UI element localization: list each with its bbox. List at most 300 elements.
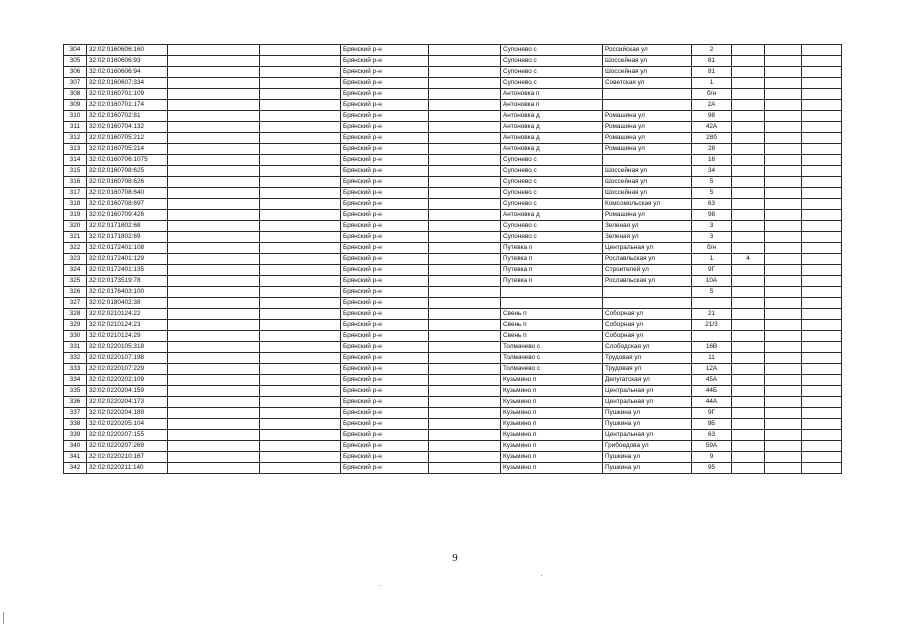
- cell-col-4: [260, 287, 341, 298]
- cell-col-4: [260, 45, 341, 56]
- cell-street: Шоссейная ул: [603, 188, 692, 199]
- cell-row-number: 328: [64, 309, 87, 320]
- cell-cadastral-number: 32:02:0180402:38: [87, 298, 168, 309]
- cell-col-10: [732, 243, 765, 254]
- cell-row-number: 315: [64, 166, 87, 177]
- cell-row-number: 305: [64, 56, 87, 67]
- table-row: [64, 430, 842, 441]
- cell-street: Шоссейная ул: [603, 166, 692, 177]
- cell-settlement: Супонево с: [501, 45, 603, 56]
- cell-col-11: [765, 166, 802, 177]
- cell-row-number: 320: [64, 221, 87, 232]
- cell-district: Брянский р-н: [341, 265, 429, 276]
- table-row: [64, 452, 842, 463]
- cell-settlement: Путевка п: [501, 276, 603, 287]
- cell-district: Брянский р-н: [341, 166, 429, 177]
- cell-col-10: [732, 232, 765, 243]
- cell-col-6: [429, 133, 501, 144]
- cell-cadastral-number: 32:02:0171802:68: [87, 221, 168, 232]
- cell-row-number: 309: [64, 100, 87, 111]
- cell-col-4: [260, 122, 341, 133]
- table-row: [64, 122, 842, 133]
- cell-house-number: 5: [692, 287, 732, 298]
- cell-cadastral-number: 32:02:0160708:697: [87, 199, 168, 210]
- cell-col-11: [765, 309, 802, 320]
- cell-house-number: 9Г: [692, 408, 732, 419]
- cell-col-11: [765, 419, 802, 430]
- cell-col-11: [765, 243, 802, 254]
- cell-col-12: [802, 353, 842, 364]
- cell-settlement: [501, 298, 603, 309]
- cell-col-3: [168, 276, 260, 287]
- cell-col-12: [802, 133, 842, 144]
- cell-col-12: [802, 320, 842, 331]
- cell-district: Брянский р-н: [341, 144, 429, 155]
- cell-row-number: 304: [64, 45, 87, 56]
- cell-row-number: 341: [64, 452, 87, 463]
- cell-col-3: [168, 463, 260, 474]
- cell-col-4: [260, 111, 341, 122]
- cell-cadastral-number: 32:02:0220107:229: [87, 364, 168, 375]
- cell-cadastral-number: 32:02:0160607:334: [87, 78, 168, 89]
- cell-col-6: [429, 254, 501, 265]
- cell-col-4: [260, 364, 341, 375]
- cell-cadastral-number: 32:02:0160705:214: [87, 144, 168, 155]
- cell-cadastral-number: 32:02:0220210:167: [87, 452, 168, 463]
- cell-col-6: [429, 441, 501, 452]
- cell-col-10: [732, 210, 765, 221]
- cell-col-10: 4: [732, 254, 765, 265]
- cell-house-number: 63: [692, 430, 732, 441]
- table-row: [64, 221, 842, 232]
- cell-district: Брянский р-н: [341, 353, 429, 364]
- cell-col-12: [802, 210, 842, 221]
- cell-col-10: [732, 122, 765, 133]
- cell-col-3: [168, 408, 260, 419]
- cell-col-11: [765, 111, 802, 122]
- cell-street: Пушкина ул: [603, 408, 692, 419]
- cell-settlement: Антоновка д: [501, 111, 603, 122]
- cell-settlement: Супонево с: [501, 56, 603, 67]
- cell-street: Центральная ул: [603, 430, 692, 441]
- cell-house-number: 28: [692, 144, 732, 155]
- cell-col-4: [260, 199, 341, 210]
- cell-col-3: [168, 199, 260, 210]
- cell-district: Брянский р-н: [341, 100, 429, 111]
- cell-house-number: 5: [692, 177, 732, 188]
- cell-col-11: [765, 232, 802, 243]
- cell-col-4: [260, 56, 341, 67]
- cell-col-10: [732, 89, 765, 100]
- cell-col-3: [168, 386, 260, 397]
- cell-col-10: [732, 276, 765, 287]
- cell-district: Брянский р-н: [341, 430, 429, 441]
- cell-row-number: 332: [64, 353, 87, 364]
- cell-col-4: [260, 155, 341, 166]
- cell-col-12: [802, 177, 842, 188]
- cell-col-6: [429, 67, 501, 78]
- cell-col-10: [732, 166, 765, 177]
- table-row: [64, 276, 842, 287]
- cell-street: Ромашина ул: [603, 144, 692, 155]
- cell-col-6: [429, 177, 501, 188]
- table-row: [64, 67, 842, 78]
- cell-settlement: Свень п: [501, 331, 603, 342]
- cell-house-number: 98: [692, 210, 732, 221]
- cell-street: Пушкина ул: [603, 452, 692, 463]
- cell-col-11: [765, 265, 802, 276]
- cell-col-4: [260, 210, 341, 221]
- table-row: [64, 386, 842, 397]
- cell-settlement: Антоновка д: [501, 122, 603, 133]
- cell-row-number: 325: [64, 276, 87, 287]
- cell-settlement: Антоновка д: [501, 210, 603, 221]
- cell-cadastral-number: 32:02:0160708:625: [87, 166, 168, 177]
- cell-col-3: [168, 56, 260, 67]
- cell-col-6: [429, 122, 501, 133]
- cell-col-11: [765, 177, 802, 188]
- cell-col-6: [429, 408, 501, 419]
- cell-col-3: [168, 320, 260, 331]
- cell-settlement: Супонево с: [501, 188, 603, 199]
- cell-col-6: [429, 232, 501, 243]
- table-row: [64, 144, 842, 155]
- cell-col-3: [168, 166, 260, 177]
- cell-house-number: 44Б: [692, 386, 732, 397]
- cell-settlement: Кузьмино п: [501, 408, 603, 419]
- cell-cadastral-number: 32:02:0220204:159: [87, 386, 168, 397]
- cell-col-11: [765, 254, 802, 265]
- cell-house-number: 5: [692, 188, 732, 199]
- table-row: [64, 199, 842, 210]
- cell-street: Грибоедова ул: [603, 441, 692, 452]
- cell-house-number: б/н: [692, 89, 732, 100]
- cell-col-11: [765, 397, 802, 408]
- cell-col-3: [168, 67, 260, 78]
- cell-district: Брянский р-н: [341, 419, 429, 430]
- cell-house-number: [692, 331, 732, 342]
- cell-col-11: [765, 56, 802, 67]
- cell-col-10: [732, 441, 765, 452]
- cell-settlement: Кузьмино п: [501, 375, 603, 386]
- table-row: [64, 155, 842, 166]
- cell-col-10: [732, 353, 765, 364]
- cell-settlement: Толмачево с: [501, 364, 603, 375]
- cell-col-3: [168, 342, 260, 353]
- cell-col-11: [765, 287, 802, 298]
- cell-district: Брянский р-н: [341, 287, 429, 298]
- cell-street: Рославльская ул: [603, 276, 692, 287]
- cell-street: Центральная ул: [603, 397, 692, 408]
- cell-district: Брянский р-н: [341, 45, 429, 56]
- table-row: [64, 408, 842, 419]
- cell-house-number: 98: [692, 111, 732, 122]
- cell-col-3: [168, 265, 260, 276]
- cell-col-3: [168, 287, 260, 298]
- cell-col-4: [260, 188, 341, 199]
- cell-house-number: 10А: [692, 276, 732, 287]
- cell-cadastral-number: 32:02:0220207:269: [87, 441, 168, 452]
- cell-house-number: 95: [692, 463, 732, 474]
- cell-district: Брянский р-н: [341, 408, 429, 419]
- cell-col-11: [765, 188, 802, 199]
- cell-col-10: [732, 155, 765, 166]
- cell-col-4: [260, 232, 341, 243]
- cell-col-4: [260, 452, 341, 463]
- table-row: [64, 166, 842, 177]
- cell-col-10: [732, 320, 765, 331]
- cell-street: Соборная ул: [603, 331, 692, 342]
- scan-speck: [380, 585, 381, 586]
- cell-house-number: 21/3: [692, 320, 732, 331]
- cell-cadastral-number: 32:02:0160705:212: [87, 133, 168, 144]
- cell-col-6: [429, 243, 501, 254]
- table-row: [64, 441, 842, 452]
- cell-col-3: [168, 331, 260, 342]
- cell-street: Слободская ул: [603, 342, 692, 353]
- cell-col-11: [765, 276, 802, 287]
- cell-col-6: [429, 166, 501, 177]
- cell-col-12: [802, 188, 842, 199]
- cell-col-10: [732, 221, 765, 232]
- cell-col-10: [732, 309, 765, 320]
- cell-col-10: [732, 144, 765, 155]
- cell-col-3: [168, 430, 260, 441]
- cell-district: Брянский р-н: [341, 397, 429, 408]
- cell-col-6: [429, 342, 501, 353]
- cell-col-6: [429, 375, 501, 386]
- cell-col-11: [765, 430, 802, 441]
- cell-row-number: 338: [64, 419, 87, 430]
- table-row: [64, 210, 842, 221]
- cell-col-4: [260, 243, 341, 254]
- cell-street: [603, 155, 692, 166]
- table-row: [64, 111, 842, 122]
- cell-col-3: [168, 144, 260, 155]
- cell-district: Брянский р-н: [341, 441, 429, 452]
- cell-col-11: [765, 320, 802, 331]
- cell-settlement: Супонево с: [501, 67, 603, 78]
- table-row: [64, 463, 842, 474]
- cell-street: Трудовая ул: [603, 364, 692, 375]
- cell-district: Брянский р-н: [341, 298, 429, 309]
- cell-cadastral-number: 32:02:0160708:640: [87, 188, 168, 199]
- cell-col-11: [765, 364, 802, 375]
- cell-cadastral-number: 32:02:0172401:129: [87, 254, 168, 265]
- cell-col-10: [732, 100, 765, 111]
- cell-col-4: [260, 89, 341, 100]
- cell-col-12: [802, 89, 842, 100]
- cell-district: Брянский р-н: [341, 89, 429, 100]
- cell-house-number: 21: [692, 309, 732, 320]
- cell-street: Ромашина ул: [603, 210, 692, 221]
- cell-col-10: [732, 188, 765, 199]
- table-row: [64, 419, 842, 430]
- cell-street: [603, 298, 692, 309]
- cell-house-number: 28б: [692, 133, 732, 144]
- cell-col-11: [765, 331, 802, 342]
- cell-settlement: [501, 287, 603, 298]
- cell-col-6: [429, 188, 501, 199]
- cell-settlement: Кузьмино п: [501, 430, 603, 441]
- cell-street: Российская ул: [603, 45, 692, 56]
- cell-col-4: [260, 100, 341, 111]
- cell-col-6: [429, 397, 501, 408]
- cell-settlement: Кузьмино п: [501, 452, 603, 463]
- cell-col-4: [260, 375, 341, 386]
- cell-row-number: 312: [64, 133, 87, 144]
- cell-house-number: 2: [692, 45, 732, 56]
- cell-street: Центральная ул: [603, 243, 692, 254]
- table-row: [64, 397, 842, 408]
- cell-col-12: [802, 408, 842, 419]
- cell-col-11: [765, 408, 802, 419]
- cell-settlement: Кузьмино п: [501, 386, 603, 397]
- cell-col-6: [429, 199, 501, 210]
- cell-row-number: 318: [64, 199, 87, 210]
- cell-row-number: 334: [64, 375, 87, 386]
- cell-house-number: 3: [692, 221, 732, 232]
- cell-col-3: [168, 155, 260, 166]
- table-row: [64, 177, 842, 188]
- cell-col-6: [429, 353, 501, 364]
- cell-col-3: [168, 221, 260, 232]
- cell-col-11: [765, 122, 802, 133]
- cell-col-3: [168, 45, 260, 56]
- cell-col-12: [802, 254, 842, 265]
- cell-col-10: [732, 386, 765, 397]
- cell-cadastral-number: 32:02:0220204:173: [87, 397, 168, 408]
- cell-col-11: [765, 155, 802, 166]
- cell-col-4: [260, 144, 341, 155]
- cell-col-12: [802, 397, 842, 408]
- cell-col-10: [732, 45, 765, 56]
- cell-settlement: Кузьмино п: [501, 441, 603, 452]
- cell-district: Брянский р-н: [341, 320, 429, 331]
- cell-col-10: [732, 78, 765, 89]
- cell-col-10: [732, 265, 765, 276]
- cell-col-12: [802, 441, 842, 452]
- cell-col-3: [168, 78, 260, 89]
- cell-col-11: [765, 298, 802, 309]
- cell-district: Брянский р-н: [341, 276, 429, 287]
- cell-cadastral-number: 32:02:0160701:174: [87, 100, 168, 111]
- cell-settlement: Свень п: [501, 320, 603, 331]
- cell-row-number: 314: [64, 155, 87, 166]
- cell-cadastral-number: 32:02:0172401:108: [87, 243, 168, 254]
- cell-street: Зеленая ул: [603, 221, 692, 232]
- cell-settlement: Супонево с: [501, 155, 603, 166]
- cell-col-4: [260, 298, 341, 309]
- cell-cadastral-number: 32:02:0220204:189: [87, 408, 168, 419]
- cell-col-3: [168, 111, 260, 122]
- cell-col-11: [765, 133, 802, 144]
- cell-district: Брянский р-н: [341, 67, 429, 78]
- cell-col-11: [765, 89, 802, 100]
- table-row: [64, 375, 842, 386]
- cell-row-number: 330: [64, 331, 87, 342]
- cell-settlement: Свень п: [501, 309, 603, 320]
- cell-col-6: [429, 364, 501, 375]
- cell-col-4: [260, 254, 341, 265]
- cell-settlement: Путевка п: [501, 243, 603, 254]
- cell-row-number: 326: [64, 287, 87, 298]
- cell-col-6: [429, 463, 501, 474]
- cell-settlement: Кузьмино п: [501, 463, 603, 474]
- cell-col-10: [732, 56, 765, 67]
- cell-street: Строителей ул: [603, 265, 692, 276]
- cell-cadastral-number: 32:02:0160706:1075: [87, 155, 168, 166]
- cell-col-4: [260, 67, 341, 78]
- cell-settlement: Путевка п: [501, 254, 603, 265]
- cell-settlement: Супонево с: [501, 166, 603, 177]
- cell-col-11: [765, 452, 802, 463]
- cell-col-4: [260, 177, 341, 188]
- cell-col-4: [260, 265, 341, 276]
- cell-row-number: 306: [64, 67, 87, 78]
- table-body: [64, 45, 842, 474]
- cell-col-3: [168, 419, 260, 430]
- cell-street: [603, 89, 692, 100]
- cell-cadastral-number: 32:02:0220205:104: [87, 419, 168, 430]
- cell-cadastral-number: 32:02:0220207:155: [87, 430, 168, 441]
- cell-row-number: 339: [64, 430, 87, 441]
- cell-col-10: [732, 408, 765, 419]
- cell-house-number: [692, 298, 732, 309]
- cell-house-number: 9Г: [692, 265, 732, 276]
- cell-settlement: Антоновка п: [501, 89, 603, 100]
- cell-col-10: [732, 133, 765, 144]
- cell-col-4: [260, 309, 341, 320]
- cell-col-12: [802, 100, 842, 111]
- cell-col-3: [168, 452, 260, 463]
- table-row: [64, 45, 842, 56]
- cell-col-4: [260, 430, 341, 441]
- scan-speck: [541, 575, 542, 576]
- cell-col-10: [732, 452, 765, 463]
- cell-district: Брянский р-н: [341, 452, 429, 463]
- cell-col-4: [260, 463, 341, 474]
- cell-col-3: [168, 298, 260, 309]
- cell-col-12: [802, 122, 842, 133]
- cell-district: Брянский р-н: [341, 232, 429, 243]
- cell-district: Брянский р-н: [341, 221, 429, 232]
- cell-cadastral-number: 32:02:0210124:22: [87, 309, 168, 320]
- cell-row-number: 340: [64, 441, 87, 452]
- table-row: [64, 309, 842, 320]
- cell-street: Пушкина ул: [603, 419, 692, 430]
- cell-col-4: [260, 276, 341, 287]
- cell-row-number: 313: [64, 144, 87, 155]
- cell-cadastral-number: 32:02:0176403:100: [87, 287, 168, 298]
- cell-row-number: 333: [64, 364, 87, 375]
- cell-street: Ромашина ул: [603, 133, 692, 144]
- cell-cadastral-number: 32:02:0160701:109: [87, 89, 168, 100]
- cell-row-number: 311: [64, 122, 87, 133]
- cell-row-number: 308: [64, 89, 87, 100]
- cell-district: Брянский р-н: [341, 199, 429, 210]
- cell-row-number: 342: [64, 463, 87, 474]
- cell-row-number: 327: [64, 298, 87, 309]
- cell-col-10: [732, 430, 765, 441]
- cell-col-3: [168, 309, 260, 320]
- cell-district: Брянский р-н: [341, 210, 429, 221]
- cell-settlement: Кузьмино п: [501, 397, 603, 408]
- cell-street: Комсомольская ул: [603, 199, 692, 210]
- cell-cadastral-number: 32:02:0172401:135: [87, 265, 168, 276]
- table-row: [64, 342, 842, 353]
- cell-col-6: [429, 430, 501, 441]
